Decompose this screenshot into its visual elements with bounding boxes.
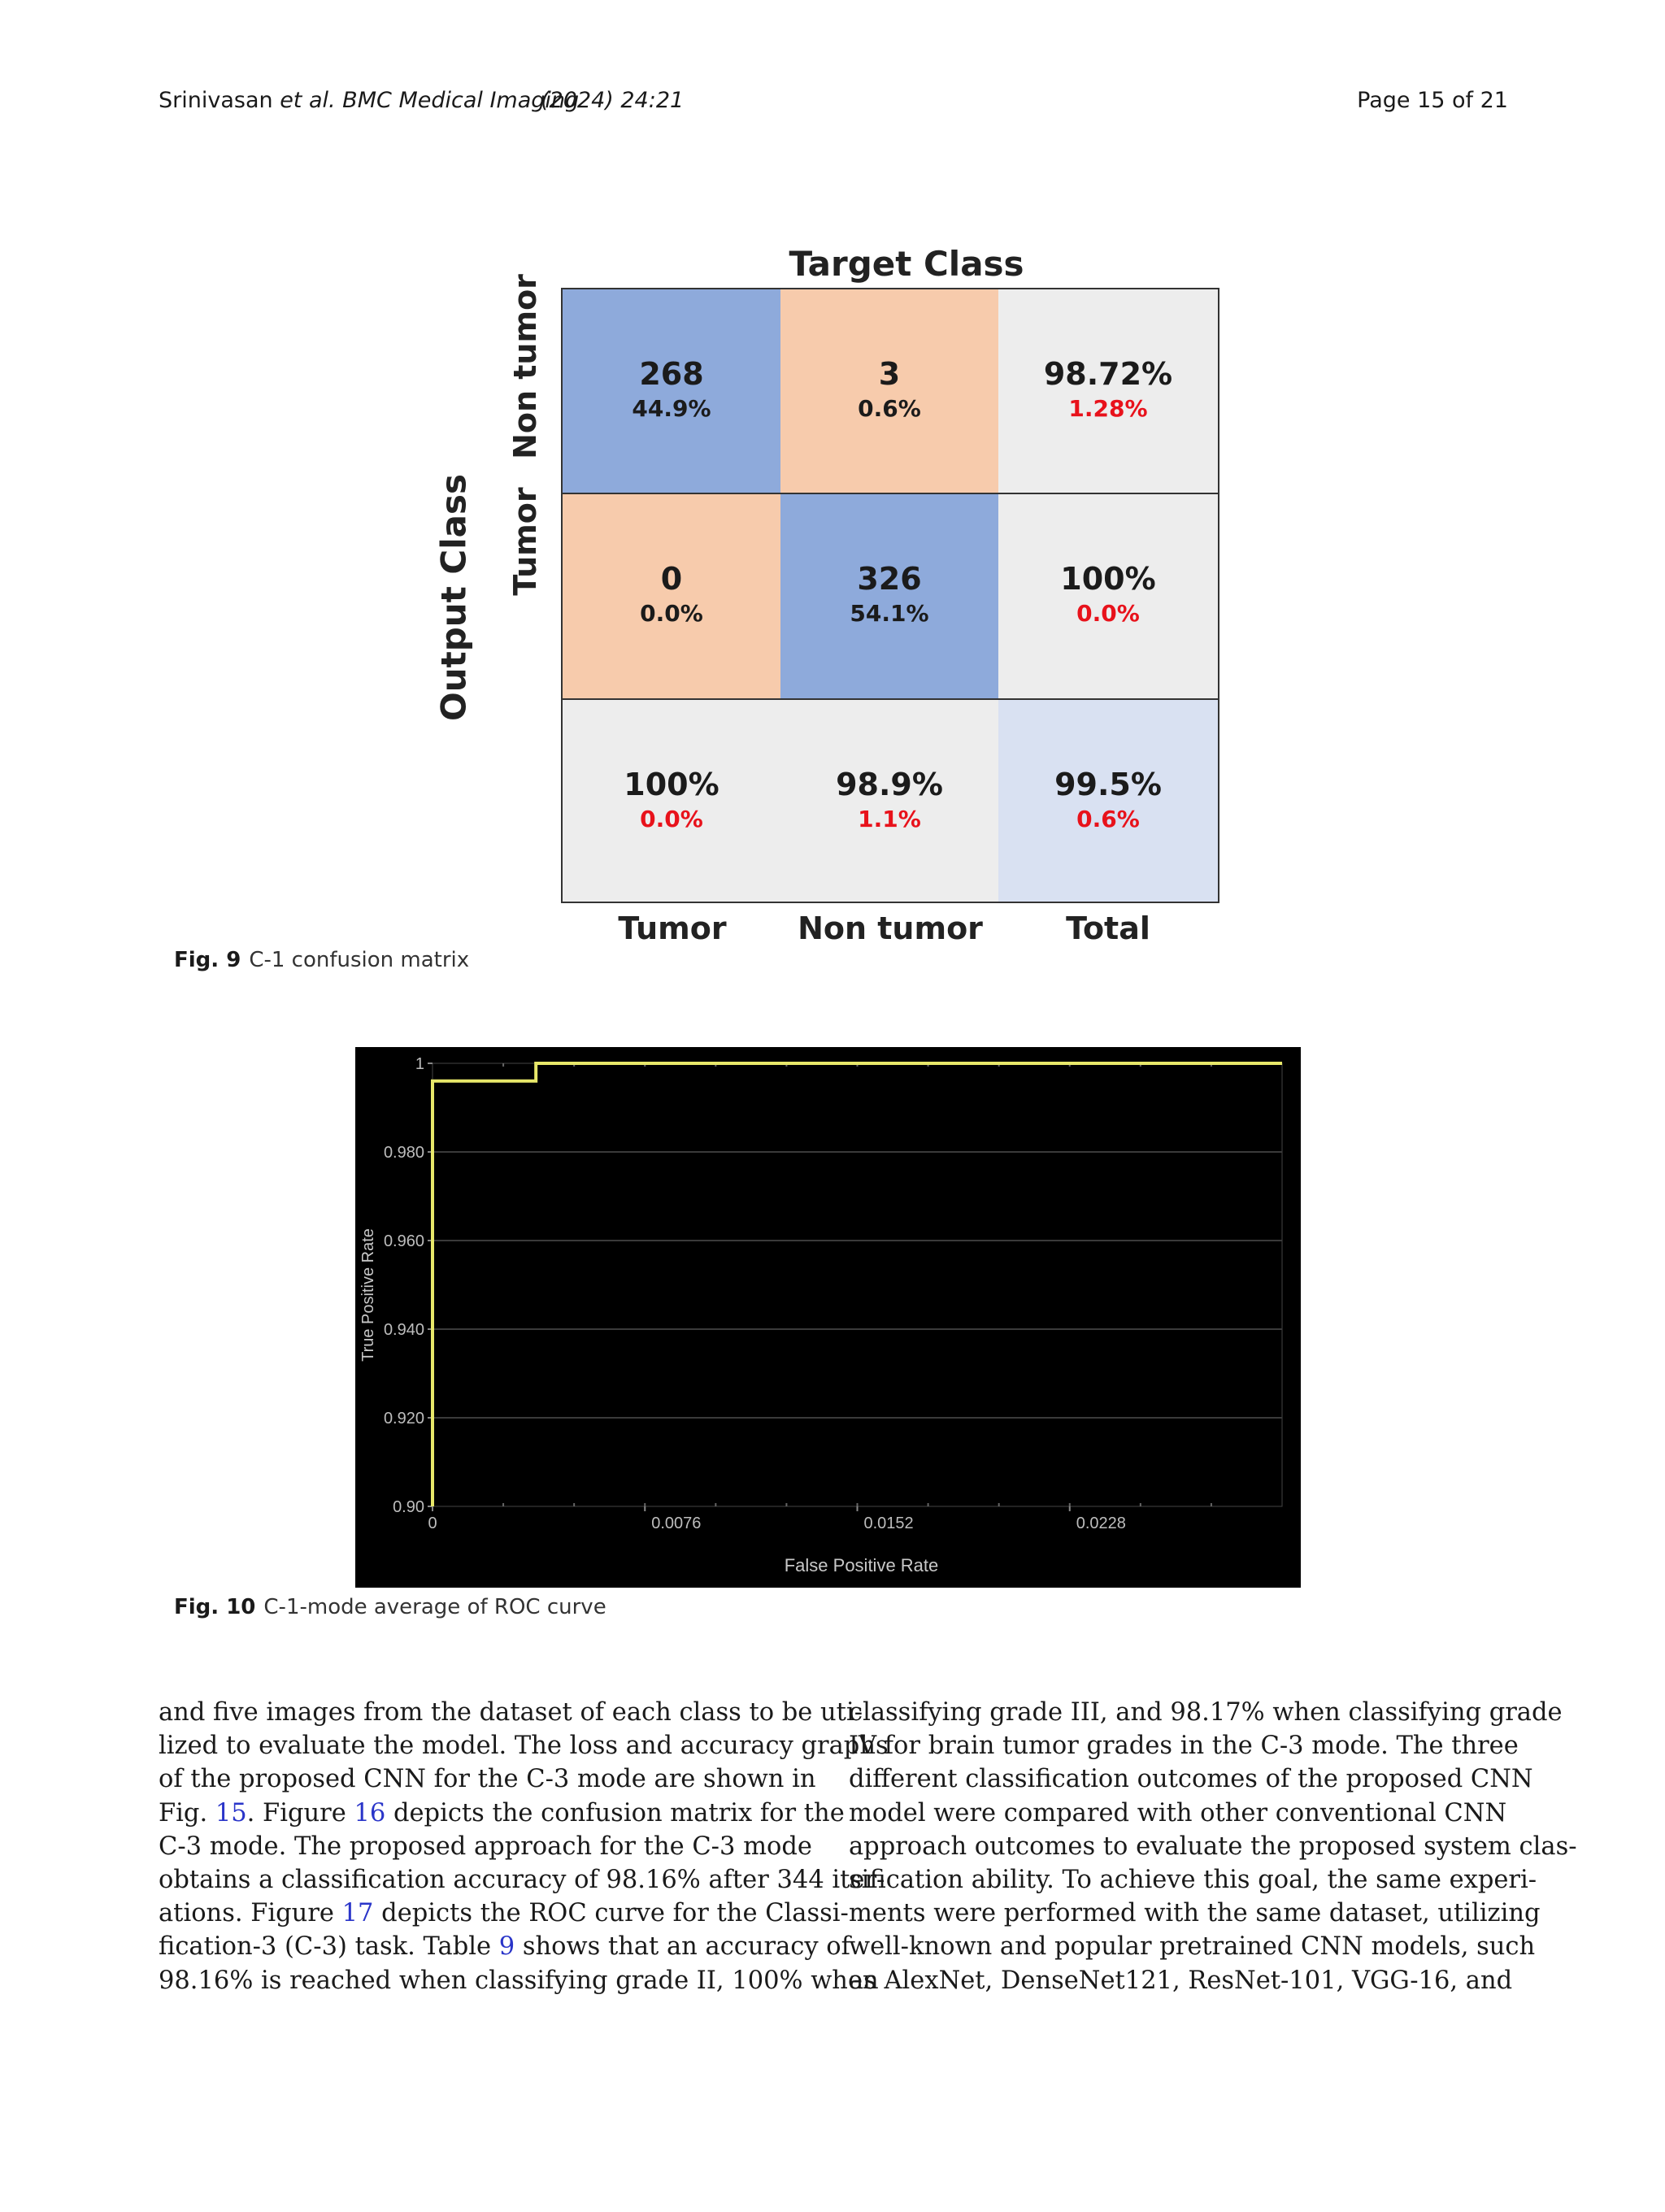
- roc-chart: [355, 1047, 1301, 1588]
- journal-citation: Srinivasan et al. BMC Medical Imaging: [159, 88, 580, 113]
- cm-cell: 100% 0.0%: [563, 700, 782, 903]
- x-tick-label: 0.0228: [1076, 1515, 1126, 1532]
- text-line: Fig. 15. Figure 16 depicts the confusion matrix for the: [159, 1798, 845, 1827]
- row-label-non-tumor: Non tumor: [507, 274, 543, 459]
- y-tick-label: 0.90: [393, 1498, 424, 1516]
- figure-reference-link[interactable]: 9: [498, 1932, 515, 1962]
- cm-cell: 268 44.9%: [563, 289, 782, 494]
- text-line: approach outcomes to evaluate the proposed system clas-: [849, 1832, 1577, 1861]
- x-axis-label: False Positive Rate: [784, 1555, 939, 1575]
- text-line: C-3 mode. The proposed approach for the C-3 mode: [159, 1832, 812, 1861]
- x-tick-label: 0.0076: [651, 1515, 702, 1532]
- cm-cell: 100% 0.0%: [998, 494, 1219, 700]
- text-line: classifying grade III, and 98.17% when classifying grade: [849, 1698, 1563, 1727]
- output-class-label: Output Class: [433, 474, 474, 721]
- cm-cell: 3 0.6%: [780, 289, 1000, 494]
- text-line: ations. Figure 17 depicts the ROC curve for the Classi-: [159, 1899, 849, 1928]
- cm-cell: 326 54.1%: [780, 494, 1000, 700]
- text-line: model were compared with other conventional CNN: [849, 1798, 1507, 1827]
- text-line: and five images from the dataset of each class to be uti-: [159, 1698, 863, 1727]
- y-tick-label: 0.940: [383, 1321, 424, 1339]
- fig10-caption: Fig. 10 C-1-mode average of ROC curve: [174, 1595, 606, 1619]
- body-column-left: [159, 1696, 889, 1997]
- x-tick-label: 0.0152: [863, 1515, 914, 1532]
- fig9-caption: Fig. 9 C-1 confusion matrix: [174, 948, 470, 972]
- cm-cell: 99.5% 0.6%: [998, 700, 1219, 903]
- y-tick-label: 0.980: [383, 1144, 424, 1162]
- text-line: obtains a classification accuracy of 98.16% after 344 iter-: [159, 1866, 885, 1895]
- target-class-title: Target Class: [789, 244, 1024, 284]
- y-tick-label: 1: [415, 1055, 424, 1073]
- text-line: fication-3 (C-3) task. Table 9 shows that an accuracy of: [159, 1932, 850, 1962]
- page-number: Page 15 of 21: [1357, 88, 1508, 113]
- x-tick-label: 0: [428, 1515, 437, 1532]
- roc-chart-svg: [355, 1047, 1301, 1588]
- cm-cell: 0 0.0%: [563, 494, 782, 700]
- confusion-matrix-figure: [415, 236, 1228, 967]
- text-line: of the proposed CNN for the C-3 mode are shown in: [159, 1765, 816, 1794]
- volume-year: (2024) 24:21: [541, 88, 685, 113]
- col-label-total: Total: [1066, 910, 1150, 946]
- col-label-tumor: Tumor: [618, 910, 727, 946]
- y-tick-label: 0.920: [383, 1410, 424, 1428]
- y-axis-label: True Positive Rate: [359, 1228, 377, 1362]
- y-tick-label: 0.960: [383, 1232, 424, 1250]
- text-line: different classification outcomes of the proposed CNN: [849, 1765, 1533, 1794]
- text-line: 98.16% is reached when classifying grade II, 100% when: [159, 1966, 879, 1995]
- text-line: sification ability. To achieve this goal, the same experi-: [849, 1866, 1537, 1895]
- text-line: lized to evaluate the model. The loss and accuracy graphs: [159, 1732, 889, 1761]
- col-label-non-tumor: Non tumor: [798, 910, 983, 946]
- text-line: well-known and popular pretrained CNN models, such: [849, 1932, 1536, 1962]
- text-line: ments were performed with the same dataset, utilizing: [849, 1899, 1541, 1928]
- figure-reference-link[interactable]: 15: [215, 1798, 247, 1827]
- figure-reference-link[interactable]: 16: [354, 1798, 386, 1827]
- text-line: IV for brain tumor grades in the C-3 mode. The three: [849, 1732, 1519, 1761]
- cm-cell: 98.9% 1.1%: [780, 700, 1000, 903]
- plot-area: [433, 1063, 1282, 1506]
- running-header: [159, 88, 1508, 120]
- cm-cell: 98.72% 1.28%: [998, 289, 1219, 494]
- confusion-matrix-grid: [561, 288, 1219, 903]
- body-column-right: [849, 1696, 1577, 1997]
- figure-reference-link[interactable]: 17: [341, 1899, 374, 1928]
- row-label-tumor: Tumor: [507, 487, 543, 596]
- text-line: as AlexNet, DenseNet121, ResNet-101, VGG-16, and: [849, 1966, 1513, 1995]
